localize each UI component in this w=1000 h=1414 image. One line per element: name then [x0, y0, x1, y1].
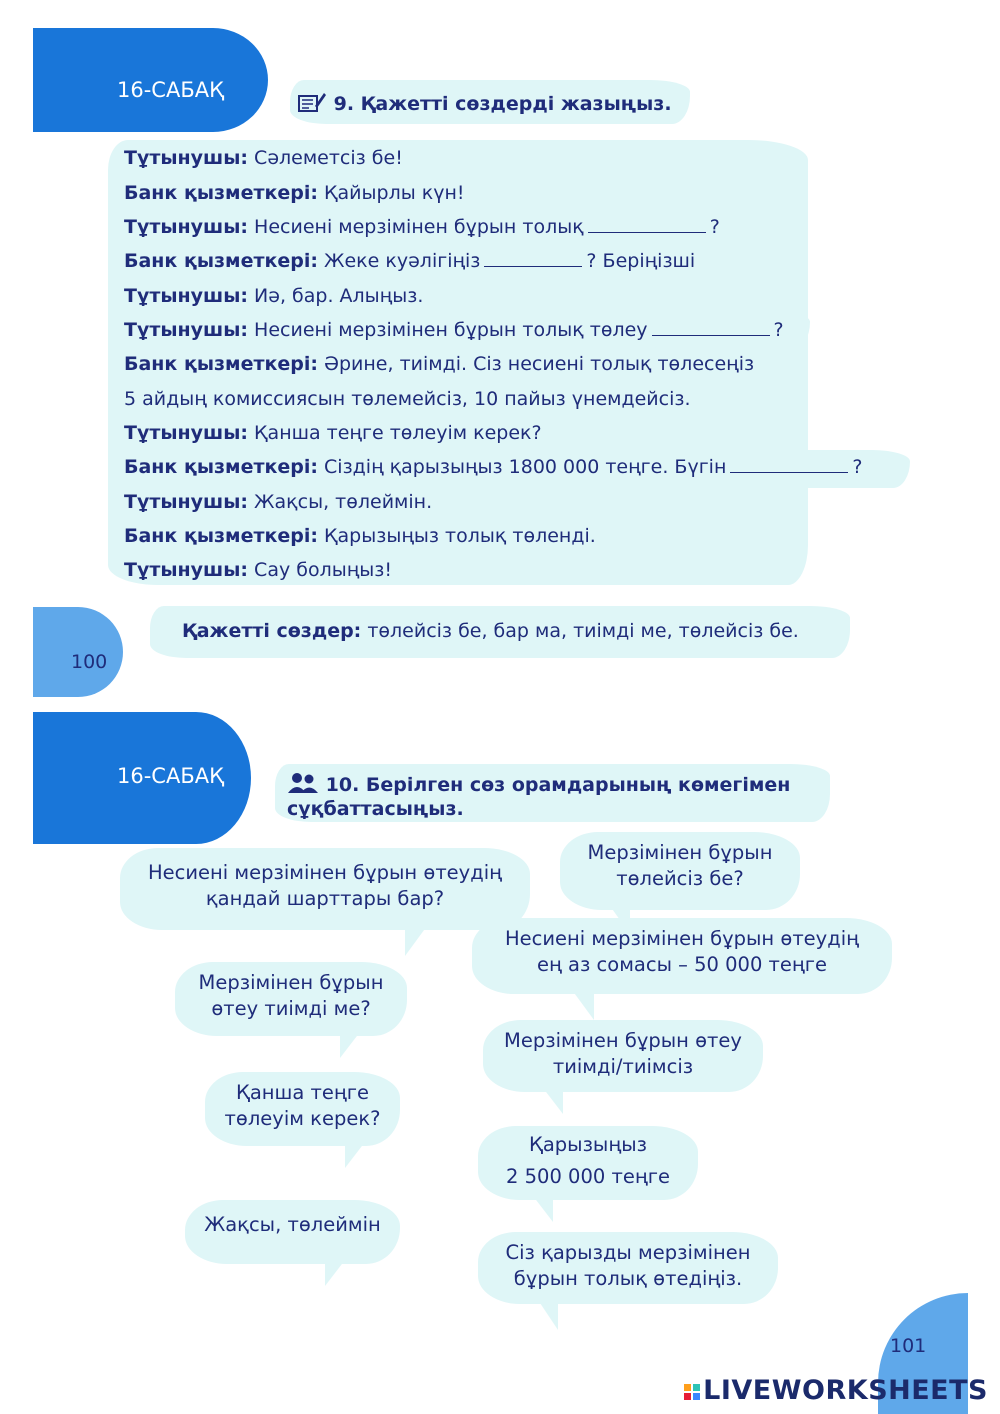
dialogue-line — [124, 491, 432, 513]
bubble-1-line1: Несиені мерзімінен бұрын өтеудің — [147, 861, 502, 884]
speaker-label: Банк қызметкері: — [124, 525, 318, 547]
answer-blank[interactable] — [730, 456, 848, 473]
bubble-9-line2: бұрын толық өтедіңіз. — [513, 1267, 743, 1290]
speaker-label: Тұтынушы: — [124, 285, 249, 307]
dialogue-text-after: ? Беріңізші — [586, 250, 696, 272]
speech-bubble-6 — [205, 1072, 400, 1146]
task-10-line2: сұқбаттасыңыз. — [287, 798, 464, 820]
speaker-label: Банк қызметкері: — [124, 456, 318, 478]
dialogue-line — [124, 182, 465, 204]
speech-bubble-3 — [472, 918, 892, 994]
dialogue-text-after: ? — [852, 456, 863, 478]
speaker-label: Банк қызметкері: — [124, 353, 318, 375]
dialogue-line — [124, 353, 754, 375]
dialogue-line — [124, 250, 695, 272]
dialogue-line — [124, 456, 862, 478]
speaker-label: Банк қызметкері: — [124, 250, 318, 272]
speech-bubble-4 — [175, 962, 407, 1036]
logo-squares-icon — [683, 1383, 703, 1401]
dialogue-text-after: ? — [773, 319, 784, 341]
bubble-1-line2: қандай шарттары бар? — [205, 887, 445, 910]
dialogue-line — [124, 525, 596, 547]
logo-text: LIVEWORKSHEETS — [703, 1375, 988, 1406]
speech-bubble-5 — [483, 1020, 763, 1092]
dialogue-text: Әрине, тиімді. Сіз несиені толық төлесеңіз — [317, 353, 755, 375]
dialogue-text: Несиені мерзімінен бұрын толық — [248, 216, 584, 238]
task-10-title — [287, 772, 790, 821]
dialogue-line — [124, 216, 720, 238]
task-9-title — [297, 90, 672, 115]
answer-blank[interactable] — [588, 216, 706, 233]
lesson-tab-bottom — [33, 712, 251, 844]
dialogue-text: Сау болыңыз! — [248, 559, 393, 581]
bubble-2-line1: Мерзімінен бұрын — [587, 841, 773, 864]
answer-blank[interactable] — [484, 250, 582, 267]
liveworksheets-logo — [683, 1375, 988, 1406]
speech-bubble-1 — [120, 848, 530, 930]
dialogue-text: Иә, бар. Алыңыз. — [248, 285, 424, 307]
dialogue-line — [124, 388, 691, 410]
dialogue-text: Сіздің қарызыңыз 1800 000 теңге. Бүгін — [317, 456, 727, 478]
bubble-4-line1: Мерзімінен бұрын — [198, 971, 384, 994]
bubble-5-line2: тиімді/тиімсіз — [552, 1055, 694, 1078]
required-words — [182, 620, 799, 642]
dialogue-line — [124, 559, 392, 581]
speaker-label: Тұтынушы: — [124, 216, 249, 238]
speech-bubble-8 — [185, 1200, 400, 1264]
dialogue-text: Қайырлы күн! — [317, 182, 465, 204]
dialogue-text: 5 айдың комиссиясын төлемейсіз, 10 пайыз үнемдейсіз. — [124, 388, 691, 410]
speaker-label: Тұтынушы: — [124, 422, 249, 444]
speaker-label: Тұтынушы: — [124, 559, 249, 581]
dialogue-line — [124, 422, 542, 444]
pair-work-icon — [287, 772, 319, 794]
bubble-6-line2: төлеуім керек? — [224, 1107, 381, 1130]
bubble-5-line1: Мерзімінен бұрын өтеу — [504, 1029, 742, 1052]
speaker-label: Тұтынушы: — [124, 319, 249, 341]
dialogue-line — [124, 319, 784, 341]
lesson-label-2: 16-САБАҚ — [117, 764, 225, 788]
page-number-101-text: 101 — [890, 1335, 927, 1357]
dialogue-text-after: ? — [709, 216, 720, 238]
bubble-6-line1: Қанша теңге — [235, 1081, 369, 1104]
page-number-100-text: 100 — [71, 651, 108, 673]
answer-blank[interactable] — [652, 319, 770, 336]
dialogue-text: Жақсы, төлеймін. — [248, 491, 433, 513]
speech-bubble-2 — [560, 832, 800, 910]
speaker-label: Банк қызметкері: — [124, 182, 318, 204]
bubble-7-line2: 2 500 000 теңге — [506, 1165, 670, 1188]
bubble-3-line1: Несиені мерзімінен бұрын өтеудің — [504, 927, 859, 950]
dialogue-text: Жеке куәлігіңіз — [317, 250, 481, 272]
task-9-text: 9. Қажетті сөздерді жазыңыз. — [333, 93, 672, 115]
speaker-label: Тұтынушы: — [124, 491, 249, 513]
bubble-4-line2: өтеу тиімді ме? — [211, 997, 371, 1020]
required-words-label: Қажетті сөздер: — [182, 620, 362, 642]
bubble-3-line2: ең аз сомасы – 50 000 теңге — [536, 953, 828, 976]
task-10-line1: 10. Берілген сөз орамдарының көмегімен — [325, 774, 791, 796]
dialogue-line — [124, 285, 423, 307]
dialogue-text: Қанша теңге төлеуім керек? — [248, 422, 542, 444]
speech-bubble-7 — [478, 1126, 698, 1200]
page-number-100 — [33, 607, 123, 697]
bubble-2-line2: төлейсіз бе? — [616, 867, 744, 890]
dialogue-line — [124, 147, 403, 169]
bubble-7-line1: Қарызыңыз — [529, 1133, 647, 1156]
writing-icon — [297, 90, 327, 114]
speech-bubble-9 — [478, 1232, 778, 1304]
dialogue-text: Сәлеметсіз бе! — [248, 147, 403, 169]
required-words-list: төлейсіз бе, бар ма, тиімді ме, төлейсіз бе. — [361, 620, 799, 642]
lesson-tab-top — [33, 28, 268, 132]
speaker-label: Тұтынушы: — [124, 147, 249, 169]
dialogue-text: Несиені мерзімінен бұрын толық төлеу — [248, 319, 648, 341]
lesson-label: 16-САБАҚ — [117, 78, 225, 102]
dialogue-text: Қарызыңыз толық төленді. — [317, 525, 596, 547]
bubble-9-line1: Сіз қарызды мерзімінен — [505, 1241, 751, 1264]
bubble-8-line1: Жақсы, төлеймін — [204, 1213, 381, 1236]
